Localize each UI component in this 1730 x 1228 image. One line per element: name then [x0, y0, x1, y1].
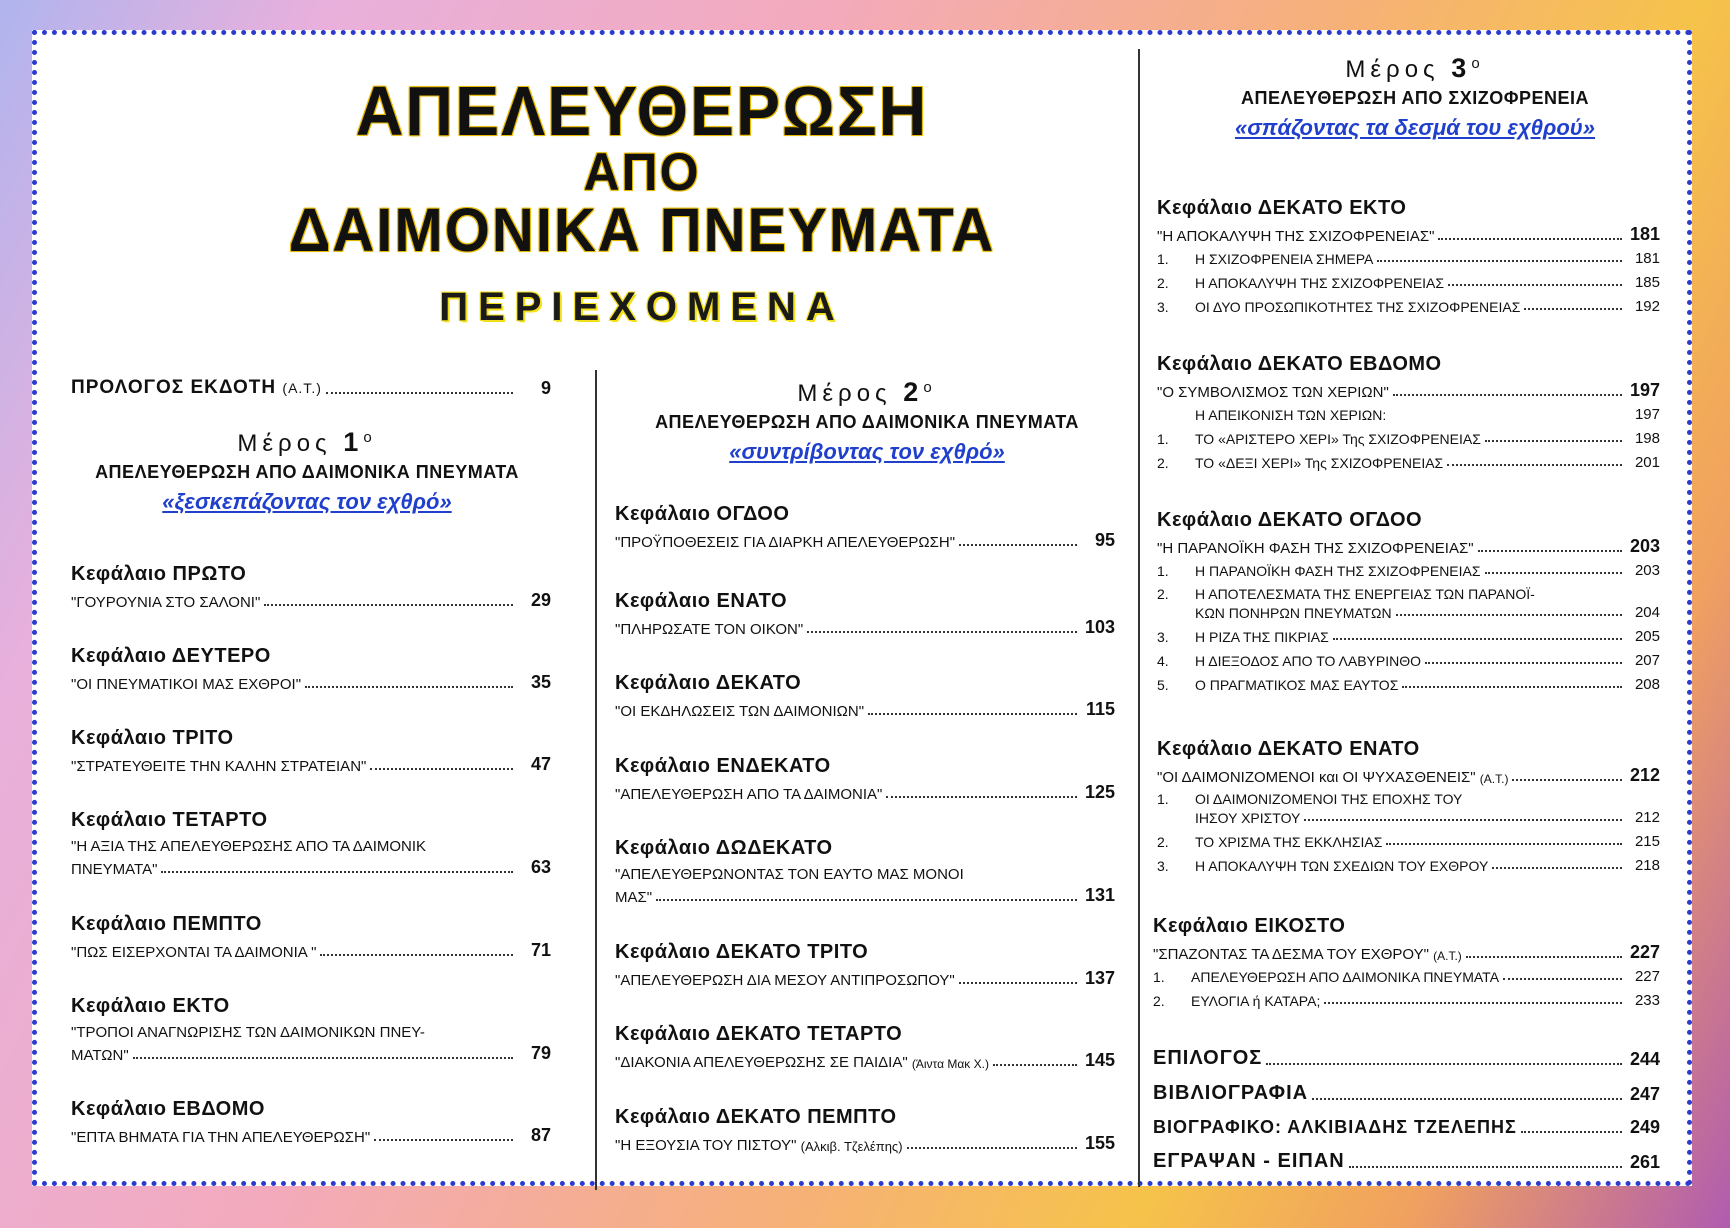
item-number: 1.	[1157, 791, 1169, 807]
text: "ΑΠΕΛΕΥΘΕΡΩΝΟΝΤΑΣ ΤΟΝ ΕΑΥΤΟ ΜΑΣ ΜΟΝΟΙ	[615, 866, 964, 883]
text: 1	[343, 427, 364, 457]
text: "ΟΙ ΠΝΕΥΜΑΤΙΚΟΙ ΜΑΣ ΕΧΘΡΟΙ"	[71, 676, 302, 693]
leader-dots	[1386, 843, 1622, 845]
chapter-title: Κεφάλαιο ΔΕΚΑΤΟ ΕΒΔΟΜΟ	[1157, 353, 1442, 375]
sub-item	[1157, 809, 1660, 826]
text: ΜΑΤΩΝ"	[71, 1047, 129, 1064]
chapter-title: Κεφάλαιο ΔΩΔΕΚΑΤΟ	[615, 837, 833, 859]
leader-dots	[1466, 956, 1622, 958]
page-number: 204	[1634, 604, 1660, 621]
part-3-subtitle: ΑΠΕΛΕΥΘΕΡΩΣΗ ΑΠΟ ΣΧΙΖΟΦΡΕΝΕΙΑ	[1240, 88, 1589, 108]
chapter-line	[71, 754, 551, 775]
leader-dots	[305, 686, 513, 688]
item-number: 3.	[1157, 299, 1169, 315]
text: Η ΑΠΟΚΑΛΥΨΗ ΤΗΣ ΣΧΙΖΟΦΡΕΝΕΙΑΣ	[1195, 275, 1445, 291]
page-number: 198	[1634, 430, 1660, 447]
prologue-page: 9	[540, 378, 551, 398]
leader-dots	[264, 604, 513, 606]
page-number: 227	[1629, 942, 1660, 962]
text: (Α.Τ.)	[1479, 772, 1509, 786]
page-number: 249	[1629, 1117, 1660, 1137]
sub-item	[1157, 454, 1660, 471]
text: "ΣΤΡΑΤΕΥΘΕΙΤΕ ΤΗΝ ΚΑΛΗΝ ΣΤΡΑΤΕΙΑΝ"	[71, 758, 367, 775]
chapter-15	[615, 1106, 1115, 1159]
chapter-line	[1157, 765, 1660, 786]
leader-dots	[1312, 1098, 1622, 1100]
chapter-line	[1157, 380, 1660, 401]
page-number: 79	[530, 1043, 551, 1063]
leader-dots	[993, 1064, 1077, 1066]
text: Η ΔΙΕΞΟΔΟΣ ΑΠΟ ΤΟ ΛΑΒΥΡΙΝΘΟ	[1195, 653, 1421, 669]
chapter-title: Κεφάλαιο ΔΕΚΑΤΟ ΤΡΙΤΟ	[615, 941, 869, 963]
item-number: 1.	[1153, 969, 1165, 985]
chapter-5	[71, 913, 551, 966]
sub-item	[1157, 562, 1660, 579]
leader-dots	[370, 768, 513, 770]
text: "ΤΡΟΠΟΙ ΑΝΑΓΝΩΡΙΣΗΣ ΤΩΝ ΔΑΙΜΟΝΙΚΩΝ ΠΝΕΥ-	[71, 1024, 425, 1041]
text: Η ΑΠΕΙΚΟΝΙΣΗ ΤΩΝ ΧΕΡΙΩΝ:	[1195, 407, 1387, 423]
chapter-8	[615, 503, 1115, 556]
text: Μέρος	[1345, 56, 1440, 83]
contents-heading: ΠΕΡΙΕΧΟΜΕΝΑ	[439, 285, 845, 329]
contents-page	[32, 30, 1692, 1186]
chapter-title: Κεφάλαιο ΠΡΩΤΟ	[71, 563, 247, 585]
chapter-line	[71, 857, 551, 878]
item-number: 1.	[1157, 431, 1169, 447]
part-2-number	[607, 377, 1127, 408]
item-number: 1.	[1157, 251, 1169, 267]
page-number: 215	[1634, 833, 1660, 850]
page-number: 87	[530, 1125, 551, 1145]
page-number: 205	[1634, 628, 1660, 645]
text: (Άιντα Μακ Χ.)	[911, 1057, 989, 1071]
chapter-11	[615, 755, 1115, 808]
text: "ΠΩΣ ΕΙΣΕΡΧΟΝΤΑΙ ΤΑ ΔΑΙΜΟΝΙΑ "	[71, 944, 317, 961]
text: "ΠΡΟΫΠΟΘΕΣΕΙΣ ΓΙΑ ΔΙΑΡΚΗ ΑΠΕΛΕΥΘΕΡΩΣΗ"	[615, 534, 956, 551]
text: ΤΟ «ΑΡΙΣΤΕΡΟ ΧΕΡΙ» Της ΣΧΙΖΟΦΡΕΝΕΙΑΣ	[1195, 431, 1481, 447]
text: "ΔΙΑΚΟΝΙΑ ΑΠΕΛΕΥΘΕΡΩΣΗΣ ΣΕ ΠΑΙΔΙΑ"	[615, 1054, 908, 1071]
chapter-title: Κεφάλαιο ΤΕΤΑΡΤΟ	[71, 809, 268, 831]
prologue-label: ΠΡΟΛΟΓΟΣ ΕΚΔΟΤΗ	[71, 377, 277, 398]
text: ΒΙΟΓΡΑΦΙΚΟ: ΑΛΚΙΒΙΑΔΗΣ ΤΖΕΛΕΠΗΣ	[1153, 1117, 1517, 1137]
leader-dots	[1425, 662, 1622, 664]
part-3-header	[1145, 53, 1685, 141]
leader-dots	[868, 713, 1077, 715]
text: "ΑΠΕΛΕΥΘΕΡΩΣΗ ΑΠΟ ΤΑ ΔΑΙΜΟΝΙΑ"	[615, 786, 883, 803]
page-number: 218	[1634, 857, 1660, 874]
chapter-line	[71, 1125, 551, 1146]
leader-dots	[1478, 550, 1622, 552]
text: ΟΙ ΔΑΙΜΟΝΙΖΟΜΕΝΟΙ ΤΗΣ ΕΠΟΧΗΣ ΤΟΥ	[1195, 791, 1463, 807]
chapter-7	[71, 1098, 551, 1151]
text: ΙΗΣΟΥ ΧΡΙΣΤΟΥ	[1195, 810, 1301, 826]
page-number: 181	[1634, 250, 1660, 267]
back-matter	[1153, 1047, 1660, 1178]
item-number: 3.	[1157, 858, 1169, 874]
page-number: 137	[1084, 968, 1115, 988]
page-number: 203	[1634, 562, 1660, 579]
page-number: 115	[1085, 699, 1115, 719]
leader-dots	[1266, 1063, 1622, 1065]
chapter-title: Κεφάλαιο ΔΕΚΑΤΟ ΟΓΔΟΟ	[1157, 509, 1423, 531]
sub-item	[1157, 604, 1660, 621]
sub-item	[1153, 992, 1660, 1009]
text: ΑΠΕΛΕΥΘΕΡΩΣΗ ΑΠΟ ΔΑΙΜΟΝΙΚΑ ΠΝΕΥΜΑΤΑ	[1191, 969, 1500, 985]
page-number: 207	[1634, 652, 1660, 669]
page-number: 197	[1629, 380, 1660, 400]
chapter-line	[615, 699, 1115, 720]
text: Η ΣΧΙΖΟΦΡΕΝΕΙΑ ΣΗΜΕΡΑ	[1195, 251, 1374, 267]
sub-item	[1157, 274, 1660, 291]
part-2-subtitle: ΑΠΕΛΕΥΘΕΡΩΣΗ ΑΠΟ ΔΑΙΜΟΝΙΚΑ ΠΝΕΥΜΑΤΑ	[655, 412, 1079, 432]
chapter-9	[615, 590, 1115, 643]
item-number: 4.	[1157, 653, 1169, 669]
chapter-title: Κεφάλαιο ΔΕΚΑΤΟ ΕΚΤΟ	[1157, 197, 1407, 219]
leader-dots	[1393, 394, 1622, 396]
text: "ΓΟΥΡΟΥΝΙΑ ΣΤΟ ΣΑΛΟΝΙ"	[71, 594, 261, 611]
chapter-17	[1157, 353, 1660, 478]
text: ΕΓΡΑΨΑΝ - ΕΙΠΑΝ	[1153, 1150, 1345, 1172]
leader-dots	[1333, 638, 1622, 640]
text: (Αλκιβ. Τζελέπης)	[800, 1139, 903, 1154]
book-title-line1: ΑΠΕΛΕΥΘΕΡΩΣΗ	[355, 72, 929, 150]
text: ΟΙ ΔΥΟ ΠΡΟΣΩΠΙΚΟΤΗΤΕΣ ΤΗΣ ΣΧΙΖΟΦΡΕΝΕΙΑΣ	[1195, 299, 1521, 315]
page-number: 29	[530, 590, 551, 610]
chapter-14	[615, 1023, 1115, 1076]
sub-item	[1157, 250, 1660, 267]
leader-dots	[1324, 1002, 1622, 1004]
chapter-title: Κεφάλαιο ΕΝΑΤΟ	[615, 590, 788, 612]
sub-item	[1157, 833, 1660, 850]
column-1	[71, 377, 551, 399]
item-number: 1.	[1157, 563, 1169, 579]
sub-item	[1157, 857, 1660, 874]
book-title-line3: ΔΑΙΜΟΝΙΚΑ ΠΝΕΥΜΑΤΑ	[288, 196, 996, 265]
text: "Ο ΣΥΜΒΟΛΙΣΜΟΣ ΤΩΝ ΧΕΡΙΩΝ"	[1157, 384, 1389, 401]
testimonials-entry	[1153, 1150, 1660, 1173]
chapter-line	[71, 590, 551, 611]
chapter-line	[615, 1133, 1115, 1154]
leader-dots	[1447, 464, 1622, 466]
column-divider-right	[1138, 49, 1140, 1187]
page-number: 261	[1629, 1152, 1660, 1172]
page-number: 125	[1084, 782, 1115, 802]
leader-dots	[374, 1139, 513, 1141]
page-number: 131	[1084, 885, 1115, 905]
part-1-motto: «ξεσκεπάζοντας τον εχθρό»	[162, 489, 452, 514]
page-number: 103	[1084, 617, 1115, 637]
part-3-number	[1145, 53, 1685, 84]
text: Μέρος	[237, 430, 332, 457]
text: "ΣΠΑΖΟΝΤΑΣ ΤΑ ΔΕΣΜΑ ΤΟΥ ΕΧΘΡΟΥ"	[1153, 946, 1429, 963]
chapter-title: Κεφάλαιο ΟΓΔΟΟ	[615, 503, 790, 525]
bibliography-entry	[1153, 1082, 1660, 1105]
leader-dots	[1448, 284, 1622, 286]
text: ο	[363, 429, 377, 446]
text: "ΠΛΗΡΩΣΑΤΕ ΤΟΝ ΟΙΚΟΝ"	[615, 621, 804, 638]
text: ΜΑΣ"	[615, 889, 653, 906]
leader-dots	[886, 796, 1077, 798]
part-2-motto: «συντρίβοντας τον εχθρό»	[729, 439, 1005, 464]
text: Μέρος	[797, 380, 892, 407]
chapter-12	[615, 837, 1115, 911]
chapter-line	[1157, 536, 1660, 557]
chapter-10	[615, 672, 1115, 725]
text: 2	[903, 377, 924, 407]
prologue-note: (Α.Τ.)	[282, 380, 322, 396]
text: 3	[1451, 53, 1472, 83]
leader-dots	[1492, 867, 1622, 869]
text: ΤΟ ΧΡΙΣΜΑ ΤΗΣ ΕΚΚΛΗΣΙΑΣ	[1195, 834, 1383, 850]
page-number: 35	[530, 672, 551, 692]
book-title-line2: ΑΠΟ	[583, 142, 701, 202]
text: ΤΟ «ΔΕΞΙ ΧΕΡΙ» Της ΣΧΙΖΟΦΡΕΝΕΙΑΣ	[1195, 455, 1444, 471]
leader-dots	[1485, 440, 1622, 442]
chapter-line	[615, 617, 1115, 638]
leader-dots	[133, 1057, 513, 1059]
leader-dots	[656, 899, 1077, 901]
sub-item	[1157, 430, 1660, 447]
sub-item	[1157, 586, 1660, 602]
leader-dots	[907, 1147, 1077, 1149]
chapter-title: Κεφάλαιο ΔΕΚΑΤΟ ΤΕΤΑΡΤΟ	[615, 1023, 903, 1045]
sub-item	[1157, 628, 1660, 645]
page-number: 71	[530, 940, 551, 960]
text: Η ΑΠΟΤΕΛΕΣΜΑΤΑ ΤΗΣ ΕΝΕΡΓΕΙΑΣ ΤΩΝ ΠΑΡΑΝΟΪ-	[1195, 586, 1535, 602]
page-number: 145	[1084, 1050, 1115, 1070]
sub-item	[1153, 968, 1660, 985]
biography-entry	[1153, 1117, 1660, 1138]
page-number: 197	[1634, 406, 1660, 423]
leader-dots	[1485, 572, 1622, 574]
page-number: 47	[530, 754, 551, 774]
text: ΕΠΙΛΟΓΟΣ	[1153, 1047, 1263, 1069]
text: Η ΑΠΟΚΑΛΥΨΗ ΤΩΝ ΣΧΕΔΙΩΝ ΤΟΥ ΕΧΘΡΟΥ	[1195, 858, 1489, 874]
chapter-title: Κεφάλαιο ΔΕΥΤΕΡΟ	[71, 645, 271, 667]
text: "ΑΠΕΛΕΥΘΕΡΩΣΗ ΔΙΑ ΜΕΣΟΥ ΑΝΤΙΠΡΟΣΩΠΟΥ"	[615, 972, 955, 989]
sub-item	[1157, 406, 1660, 423]
chapter-line	[71, 672, 551, 693]
text: ΠΝΕΥΜΑΤΑ"	[71, 861, 158, 878]
item-number: 2.	[1153, 993, 1165, 1009]
chapter-title: Κεφάλαιο ΠΕΜΠΤΟ	[71, 913, 262, 935]
part-2-header	[607, 377, 1127, 465]
page-number: 155	[1084, 1133, 1115, 1153]
page-number: 212	[1629, 765, 1660, 785]
chapter-6	[71, 995, 551, 1069]
text: (Α.Τ.)	[1433, 949, 1462, 963]
item-number: 3.	[1157, 629, 1169, 645]
text: "ΕΠΤΑ ΒΗΜΑΤΑ ΓΙΑ ΤΗΝ ΑΠΕΛΕΥΘΕΡΩΣΗ"	[71, 1129, 371, 1146]
chapter-4	[71, 809, 551, 883]
text: Ο ΠΡΑΓΜΑΤΙΚΟΣ ΜΑΣ ΕΑΥΤΟΣ	[1195, 677, 1399, 693]
page-number: 201	[1634, 454, 1660, 471]
item-number: 2.	[1157, 834, 1169, 850]
chapter-3	[71, 727, 551, 780]
text: "ΟΙ ΕΚΔΗΛΩΣΕΙΣ ΤΩΝ ΔΑΙΜΟΝΙΩΝ"	[615, 703, 865, 720]
page-number: 185	[1634, 274, 1660, 291]
chapter-title: Κεφάλαιο ΤΡΙΤΟ	[71, 727, 234, 749]
leader-dots	[1512, 779, 1622, 781]
leader-dots	[1524, 308, 1622, 310]
page-number: 244	[1629, 1049, 1660, 1069]
part-3-motto: «σπάζοντας τα δεσμά του εχθρού»	[1234, 115, 1596, 140]
text: ΕΥΛΟΓΙΑ ή ΚΑΤΑΡΑ;	[1191, 993, 1321, 1009]
chapter-16	[1157, 197, 1660, 322]
text: "Η ΕΞΟΥΣΙΑ ΤΟΥ ΠΙΣΤΟΥ"	[615, 1137, 797, 1154]
chapter-13	[615, 941, 1115, 994]
page-number: 181	[1629, 224, 1660, 244]
column-divider-left	[595, 370, 597, 1190]
part-1-number	[57, 427, 557, 458]
text: ο	[1471, 55, 1485, 72]
sub-item	[1157, 676, 1660, 693]
item-number: 2.	[1157, 455, 1169, 471]
chapter-line	[1157, 224, 1660, 245]
chapter-2	[71, 645, 551, 698]
page-number: 247	[1629, 1084, 1660, 1104]
part-1-header	[57, 427, 557, 515]
chapter-title: Κεφάλαιο ΔΕΚΑΤΟ	[615, 672, 802, 694]
chapter-title: Κεφάλαιο ΔΕΚΑΤΟ ΕΝΑΤΟ	[1157, 738, 1420, 760]
leader-dots	[1521, 1131, 1622, 1133]
leader-dots	[959, 982, 1077, 984]
text: Η ΠΑΡΑΝΟΪΚΗ ΦΑΣΗ ΤΗΣ ΣΧΙΖΟΦΡΕΝΕΙΑΣ	[1195, 563, 1481, 579]
chapter-line	[615, 1050, 1115, 1071]
chapter-title: Κεφάλαιο ΔΕΚΑΤΟ ΠΕΜΠΤΟ	[615, 1106, 897, 1128]
leader-dots	[1396, 614, 1622, 616]
chapter-line	[615, 530, 1115, 551]
chapter-19	[1157, 738, 1660, 881]
page-number: 95	[1094, 530, 1115, 550]
item-number: 5.	[1157, 677, 1169, 693]
text	[71, 377, 322, 399]
leader-dots	[1349, 1166, 1622, 1168]
chapter-line	[615, 885, 1115, 906]
chapter-title: Κεφάλαιο ΕΙΚΟΣΤΟ	[1153, 915, 1346, 937]
leader-dots	[1377, 260, 1622, 262]
sub-item	[1157, 652, 1660, 669]
page-number: 192	[1634, 298, 1660, 315]
leader-dots	[1503, 978, 1622, 980]
page-number: 212	[1634, 809, 1660, 826]
leader-dots	[1304, 819, 1622, 821]
chapter-line	[1153, 942, 1660, 963]
text: ΒΙΒΛΙΟΓΡΑΦΙΑ	[1153, 1082, 1309, 1104]
leader-dots	[1402, 686, 1622, 688]
epilogue-entry	[1153, 1047, 1660, 1070]
page-number: 203	[1629, 536, 1660, 556]
text: Η ΡΙΖΑ ΤΗΣ ΠΙΚΡΙΑΣ	[1195, 629, 1329, 645]
item-number: 2.	[1157, 586, 1169, 602]
chapter-title: Κεφάλαιο ΕΚΤΟ	[71, 995, 230, 1017]
page-number: 208	[1634, 676, 1660, 693]
page-number: 227	[1634, 968, 1660, 985]
leader-dots	[161, 871, 513, 873]
leader-dots	[320, 954, 513, 956]
text: ΚΩΝ ΠΟΝΗΡΩΝ ΠΝΕΥΜΑΤΩΝ	[1195, 605, 1392, 621]
text: "ΟΙ ΔΑΙΜΟΝΙΖΟΜΕΝΟΙ και ΟΙ ΨΥΧΑΣΘΕΝΕΙΣ"	[1157, 769, 1476, 786]
leader-dots	[1438, 238, 1622, 240]
leader-dots	[807, 631, 1077, 633]
sub-item	[1157, 298, 1660, 315]
chapter-line	[615, 782, 1115, 803]
page-number: 63	[530, 857, 551, 877]
page-number: 233	[1634, 992, 1660, 1009]
chapter-18	[1157, 509, 1660, 700]
text: "Η ΠΑΡΑΝΟΪΚΗ ΦΑΣΗ ΤΗΣ ΣΧΙΖΟΦΡΕΝΕΙΑΣ"	[1157, 540, 1474, 557]
chapter-title: Κεφάλαιο ΕΒΔΟΜΟ	[71, 1098, 265, 1120]
chapter-title: Κεφάλαιο ΕΝΔΕΚΑΤΟ	[615, 755, 831, 777]
chapter-20	[1153, 915, 1660, 1016]
chapter-line	[71, 1043, 551, 1064]
leader-dots	[326, 392, 513, 394]
leader-dots	[959, 544, 1077, 546]
part-1-subtitle: ΑΠΕΛΕΥΘΕΡΩΣΗ ΑΠΟ ΔΑΙΜΟΝΙΚΑ ΠΝΕΥΜΑΤΑ	[95, 462, 519, 482]
text: "Η ΑΠΟΚΑΛΥΨΗ ΤΗΣ ΣΧΙΖΟΦΡΕΝΕΙΑΣ"	[1157, 228, 1435, 245]
chapter-line	[71, 940, 551, 961]
chapter-line	[615, 968, 1115, 989]
chapter-1	[71, 563, 551, 616]
text: "Η ΑΞΙΑ ΤΗΣ ΑΠΕΛΕΥΘΕΡΩΣΗΣ ΑΠΟ ΤΑ ΔΑΙΜΟΝΙΚ	[71, 838, 427, 855]
prologue-entry	[71, 377, 551, 399]
text: ο	[923, 379, 937, 396]
sub-item	[1157, 791, 1660, 807]
item-number: 2.	[1157, 275, 1169, 291]
